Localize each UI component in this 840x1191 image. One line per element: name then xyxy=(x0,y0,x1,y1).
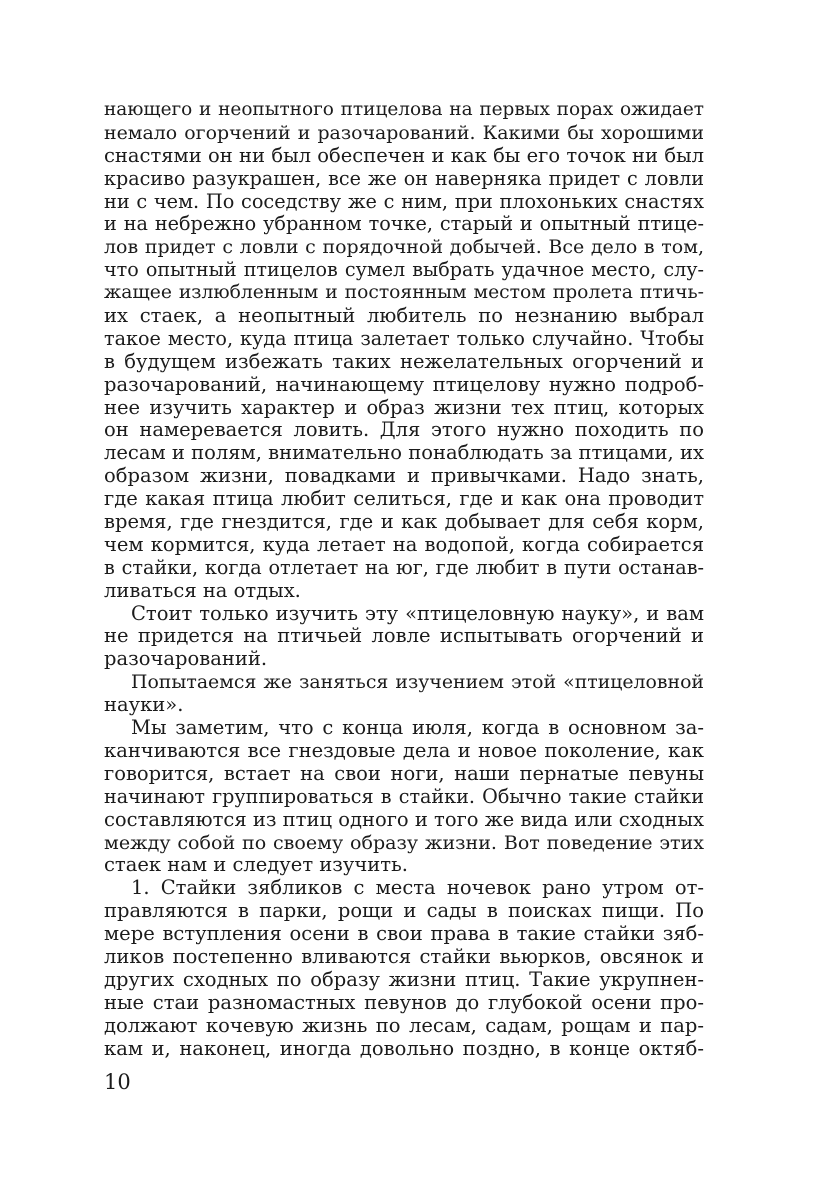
text-line: Стоит только изучить эту «птицеловную науку», и вам xyxy=(131,601,704,625)
text-line: правляются в парки, рощи и сады в поисках пищи. По xyxy=(104,899,704,923)
text-line: Мы заметим, что с конца июля, когда в основном за- xyxy=(131,716,704,740)
text-line: начинают группироваться в стайки. Обычно такие стайки xyxy=(104,784,704,808)
text-line: что опытный птицелов сумел выбрать удачное место, слу- xyxy=(104,258,704,282)
text-line: между собой по своему образу жизни. Вот поведение этих xyxy=(104,831,704,854)
text-line: лов придет с ловли с порядочной добычей. Все дело в том, xyxy=(104,236,704,259)
text-line: немало огорчений и разочарований. Какими бы хорошими xyxy=(104,121,704,144)
text-line: ные стаи разномастных певунов до глубокой осени про- xyxy=(104,990,704,1014)
text-line: 1. Стайки зябликов с места ночевок рано утром от- xyxy=(131,876,704,900)
text-line: канчиваются все гнездовые дела и новое поколение, как xyxy=(104,738,704,762)
text-line: Попытаемся же заняться изучением этой «птицеловной xyxy=(131,671,704,694)
text-line: должают кочевую жизнь по лесам, садам, рощам и пар- xyxy=(104,1013,704,1037)
text-line: науки». xyxy=(104,693,184,717)
text-line: их стаек, а неопытный любитель по незнанию выбрал xyxy=(104,304,704,328)
text-line: в будущем избежать таких нежелательных огорчений и xyxy=(104,349,704,373)
text-line: разочарований. xyxy=(104,647,268,671)
text-line: время, где гнездится, где и как добывает для себя корм, xyxy=(104,510,704,534)
text-line: красиво разукрашен, все же он наверняка придет с ловли xyxy=(104,166,704,190)
text-line: в стайки, когда отлетает на юг, где любит в пути останав- xyxy=(104,555,704,579)
text-line: кам и, наконец, иногда довольно поздно, в конце октяб- xyxy=(104,1036,704,1060)
text-line: образом жизни, повадками и привычками. Надо знать, xyxy=(104,464,704,488)
text-line: снастями он ни был обеспечен и как бы его точок ни был xyxy=(104,143,704,167)
text-line: стаек нам и следует изучить. xyxy=(104,853,408,877)
text-line: нающего и неопытного птицелова на первых порах ожидает xyxy=(104,99,704,120)
text-line: чем кормится, куда летает на водопой, когда собирается xyxy=(104,532,704,556)
text-line: лесам и полям, внимательно понаблюдать за птицами, их xyxy=(104,441,704,465)
text-line: он намеревается ловить. Для этого нужно походить по xyxy=(104,418,704,442)
text-line: и на небрежно убранном точке, старый и опытный птице- xyxy=(104,212,704,236)
text-line: мере вступления осени в свои права в такие стайки зяб- xyxy=(104,922,704,946)
text-line: не придется на птичьей ловле испытывать огорчений и xyxy=(104,624,704,648)
page-number: 10 xyxy=(104,1070,131,1094)
text-line: где какая птица любит селиться, где и как она проводит xyxy=(104,487,704,511)
text-line: жащее излюбленным и постоянным местом пролета птичь- xyxy=(104,282,704,304)
text-line: ликов постепенно вливаются стайки вьюрков, овсянок и xyxy=(104,944,704,968)
text-line: ни с чем. По соседству же с ним, при плохоньких снастях xyxy=(104,189,704,213)
text-line: других сходных по образу жизни птиц. Такие укрупнен- xyxy=(104,967,704,991)
text-line: такое место, куда птица залетает только случайно. Чтобы xyxy=(104,326,704,350)
text-line: составляются из птиц одного и того же вида или сходных xyxy=(104,807,704,831)
text-line: разочарований, начинающему птицелову нужно подроб- xyxy=(104,372,704,396)
text-line: нее изучить характер и образ жизни тех птиц, которых xyxy=(104,395,704,419)
text-line: говорится, встает на свои ноги, наши пернатые певуны xyxy=(104,761,704,785)
text-line: ливаться на отдых. xyxy=(104,578,301,602)
body-text xyxy=(104,99,704,1060)
